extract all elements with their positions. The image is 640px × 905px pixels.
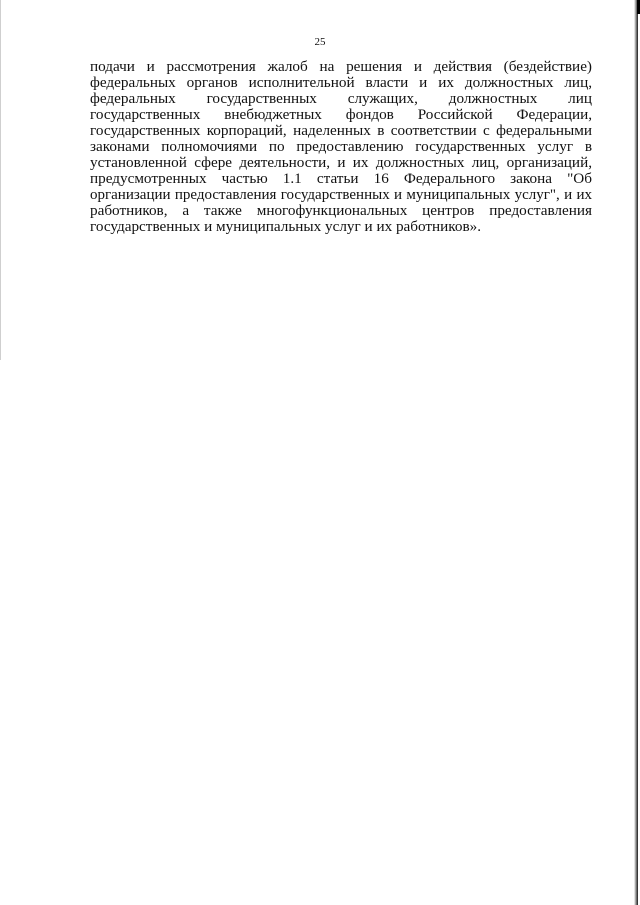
- text-line: работников, а также многофункциональных центров предоставления: [90, 202, 592, 219]
- scan-edge-right: [634, 0, 638, 905]
- page-number: 25: [314, 36, 326, 48]
- text-line: подачи и рассмотрения жалоб на решения и действия (бездействие): [90, 58, 592, 75]
- text-line: законами полномочиями по предоставлению государственных услуг в: [90, 138, 592, 155]
- text-line: государственных и муниципальных услуг и их работников».: [90, 218, 482, 235]
- text-line: государственных корпораций, наделенных в соответствии с федеральными: [90, 122, 592, 139]
- text-line: государственных внебюджетных фондов Российской Федерации,: [90, 106, 592, 123]
- text-line: предусмотренных частью 1.1 статьи 16 Федерального закона "Об: [90, 170, 592, 187]
- text-line: федеральных органов исполнительной власти и их должностных лиц,: [90, 74, 592, 91]
- scan-edge-left: [0, 0, 1, 360]
- text-line: организации предоставления государственных и муниципальных услуг", и их: [90, 187, 592, 203]
- text-line: федеральных государственных служащих, должностных лиц: [90, 90, 592, 107]
- text-line: установленной сфере деятельности, и их должностных лиц, организаций,: [90, 154, 592, 171]
- paragraph-text: [90, 59, 592, 235]
